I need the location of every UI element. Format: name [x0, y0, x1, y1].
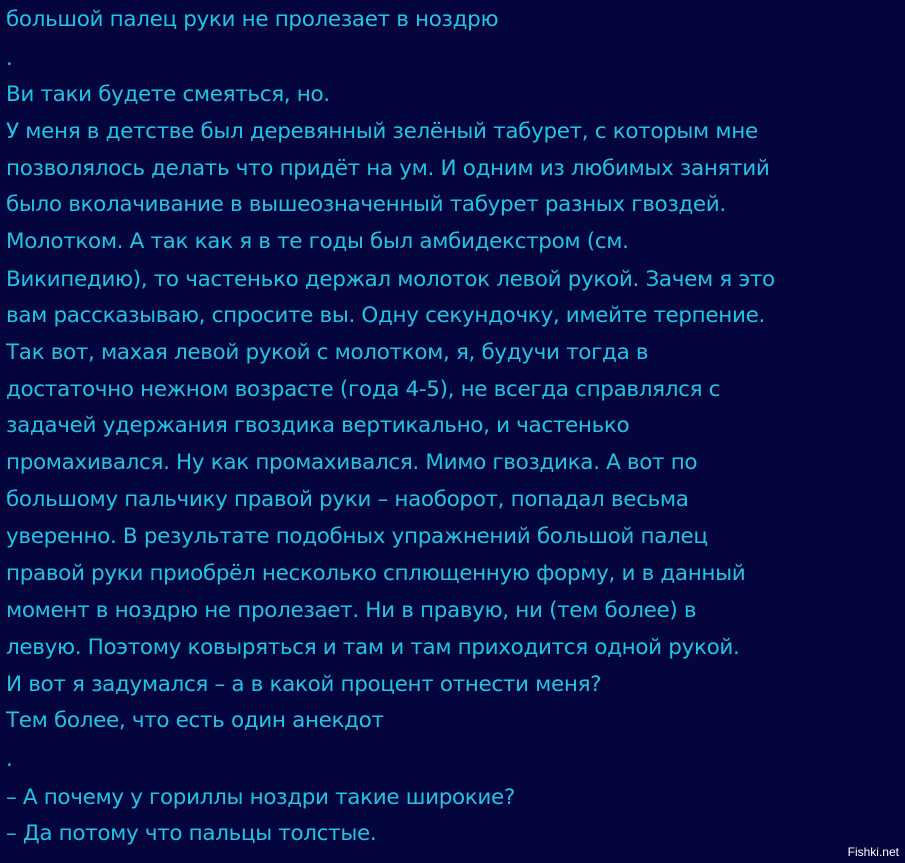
text-line: Ви таки будете смеяться, но.	[6, 82, 330, 107]
text-line: Молотком. А так как я в те годы был амбидекстром (см.	[6, 229, 629, 254]
text-line: позволялось делать что придёт на ум. И одним из любимых занятий	[6, 156, 770, 181]
text-line: было вколачивание в вышеозначенный табурет разных гвоздей.	[6, 192, 726, 217]
text-line: вам рассказываю, спросите вы. Одну секундочку, имейте терпение.	[6, 303, 765, 328]
dialogue-line: – А почему у гориллы ноздри такие широкие?	[6, 785, 515, 810]
text-line: достаточно нежном возрасте (года 4-5), не всегда справлялся с	[6, 377, 721, 402]
dialogue-line: – Да потому что пальцы толстые.	[6, 821, 377, 846]
text-line: Тем более, что есть один анекдот	[6, 708, 384, 733]
text-line: Так вот, махая левой рукой с молотком, я, будучи тогда в	[6, 340, 649, 365]
text-line: .	[6, 747, 13, 772]
text-line: правой руки приобрёл несколько сплющенную форму, и в данный	[6, 561, 746, 586]
watermark: Fishki.net	[847, 845, 899, 859]
text-line: .	[6, 46, 13, 71]
text-line: уверенно. В результате подобных упражнений большой палец	[6, 524, 708, 549]
text-line: Википедию), то частенько держал молоток левой рукой. Зачем я это	[6, 267, 775, 292]
text-line: И вот я задумался – а в какой процент отнести меня?	[6, 672, 602, 697]
title-line: большой палец руки не пролезает в ноздрю	[6, 7, 499, 32]
text-line: задачей удержания гвоздика вертикально, и частенько	[6, 413, 630, 438]
text-line: большому пальчику правой руки – наоборот, попадал весьма	[6, 487, 689, 512]
text-line: У меня в детстве был деревянный зелёный табурет, с которым мне	[6, 119, 758, 144]
text-line: левую. Поэтому ковыряться и там и там приходится одной рукой.	[6, 635, 740, 660]
text-line: промахивался. Ну как промахивался. Мимо гвоздика. А вот по	[6, 450, 698, 475]
text-line: момент в ноздрю не пролезает. Ни в правую, ни (тем более) в	[6, 598, 697, 623]
